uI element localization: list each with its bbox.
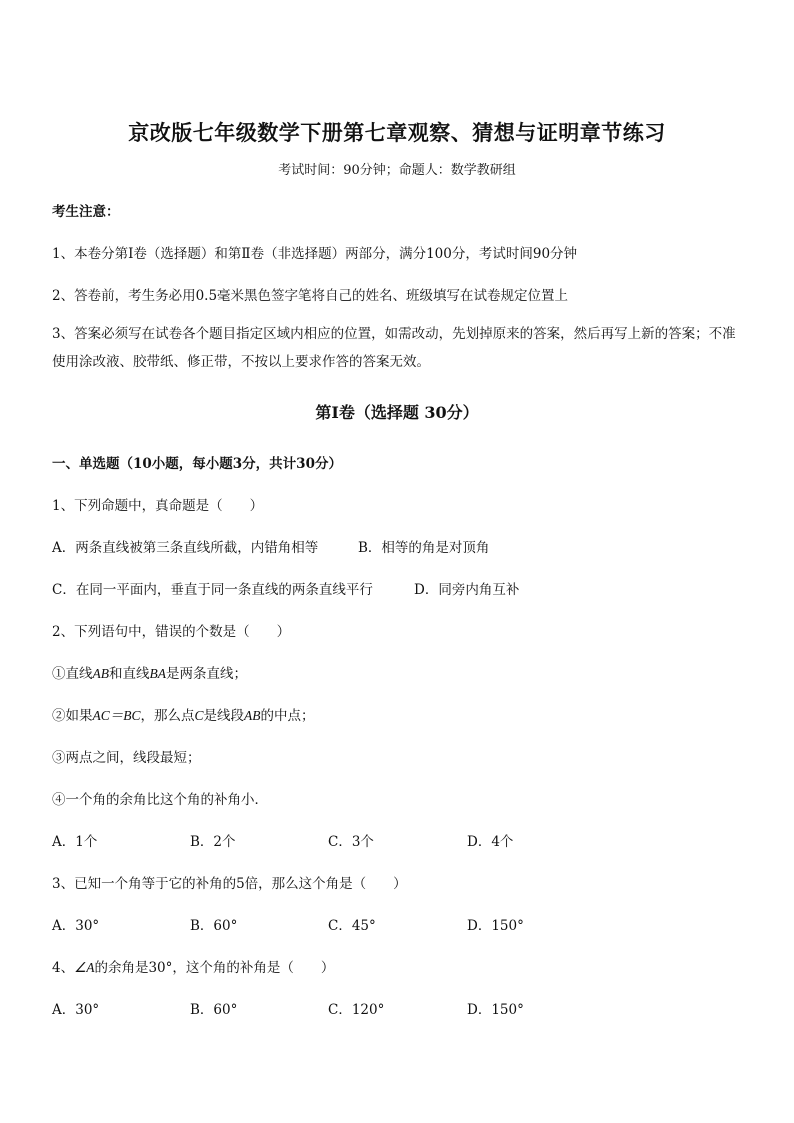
question-3-option-c: C．45° [328,918,376,934]
question-3-option-b: B．60° [190,918,238,934]
question-1-option-b: B．相等的角是对顶角 [358,540,490,556]
question-3-stem: 3、已知一个角等于它的补角的5倍，那么这个角是（ ） [52,876,407,892]
question-2-option-b: B．2个 [190,834,236,850]
question-4-option-d: D．150° [467,1002,524,1018]
question-2-option-a: A．1个 [52,834,98,850]
question-2-option-d: D．4个 [467,834,514,850]
notice-heading: 考生注意： [52,204,120,220]
section-title: 第Ⅰ卷（选择题 30分） [315,403,479,422]
question-1-option-d: D．同旁内角互补 [414,582,520,598]
question-2-option-c: C．3个 [328,834,374,850]
exam-info: 考试时间：90分钟；命题人：数学教研组 [278,163,516,178]
question-2-statement-3: ③两点之间，线段最短； [52,750,201,766]
page-title: 京改版七年级数学下册第七章观察、猜想与证明章节练习 [128,120,666,145]
notice-item-2: 2、答卷前，考生务必用0.5毫米黑色签字笔将自己的姓名、班级填写在试卷规定位置上 [52,288,569,304]
question-2-statement-1: ①直线AB和直线BA是两条直线； [52,666,247,682]
question-2-statement-2: ②如果AC＝BC，那么点C是线段AB的中点； [52,708,315,724]
question-4-option-c: C．120° [328,1002,385,1018]
question-4-stem: 4、∠A的余角是30°，这个角的补角是（ ） [52,960,335,976]
part-heading: 一、单选题（10小题，每小题3分，共计30分） [52,456,342,472]
question-1-stem: 1、下列命题中，真命题是（ ） [52,498,264,514]
question-3-option-a: A．30° [52,918,100,934]
question-1-option-a: A．两条直线被第三条直线所截，内错角相等 [52,540,319,556]
notice-item-1: 1、本卷分第Ⅰ卷（选择题）和第Ⅱ卷（非选择题）两部分，满分100分，考试时间90分钟 [52,246,578,262]
question-4-option-a: A．30° [52,1002,100,1018]
question-3-option-d: D．150° [467,918,524,934]
question-2-statement-4: ④一个角的余角比这个角的补角小． [52,792,268,808]
notice-item-3: 3、答案必须写在试卷各个题目指定区域内相应的位置，如需改动，先划掉原来的答案，然后再写上新的答案；不准使用涂改液、胶带纸、修正带，不按以上要求作答的答案无效。 [52,326,736,370]
question-2-stem: 2、下列语句中，错误的个数是（ ） [52,624,291,640]
question-4-option-b: B．60° [190,1002,238,1018]
question-1-option-c: C．在同一平面内，垂直于同一条直线的两条直线平行 [52,582,373,598]
